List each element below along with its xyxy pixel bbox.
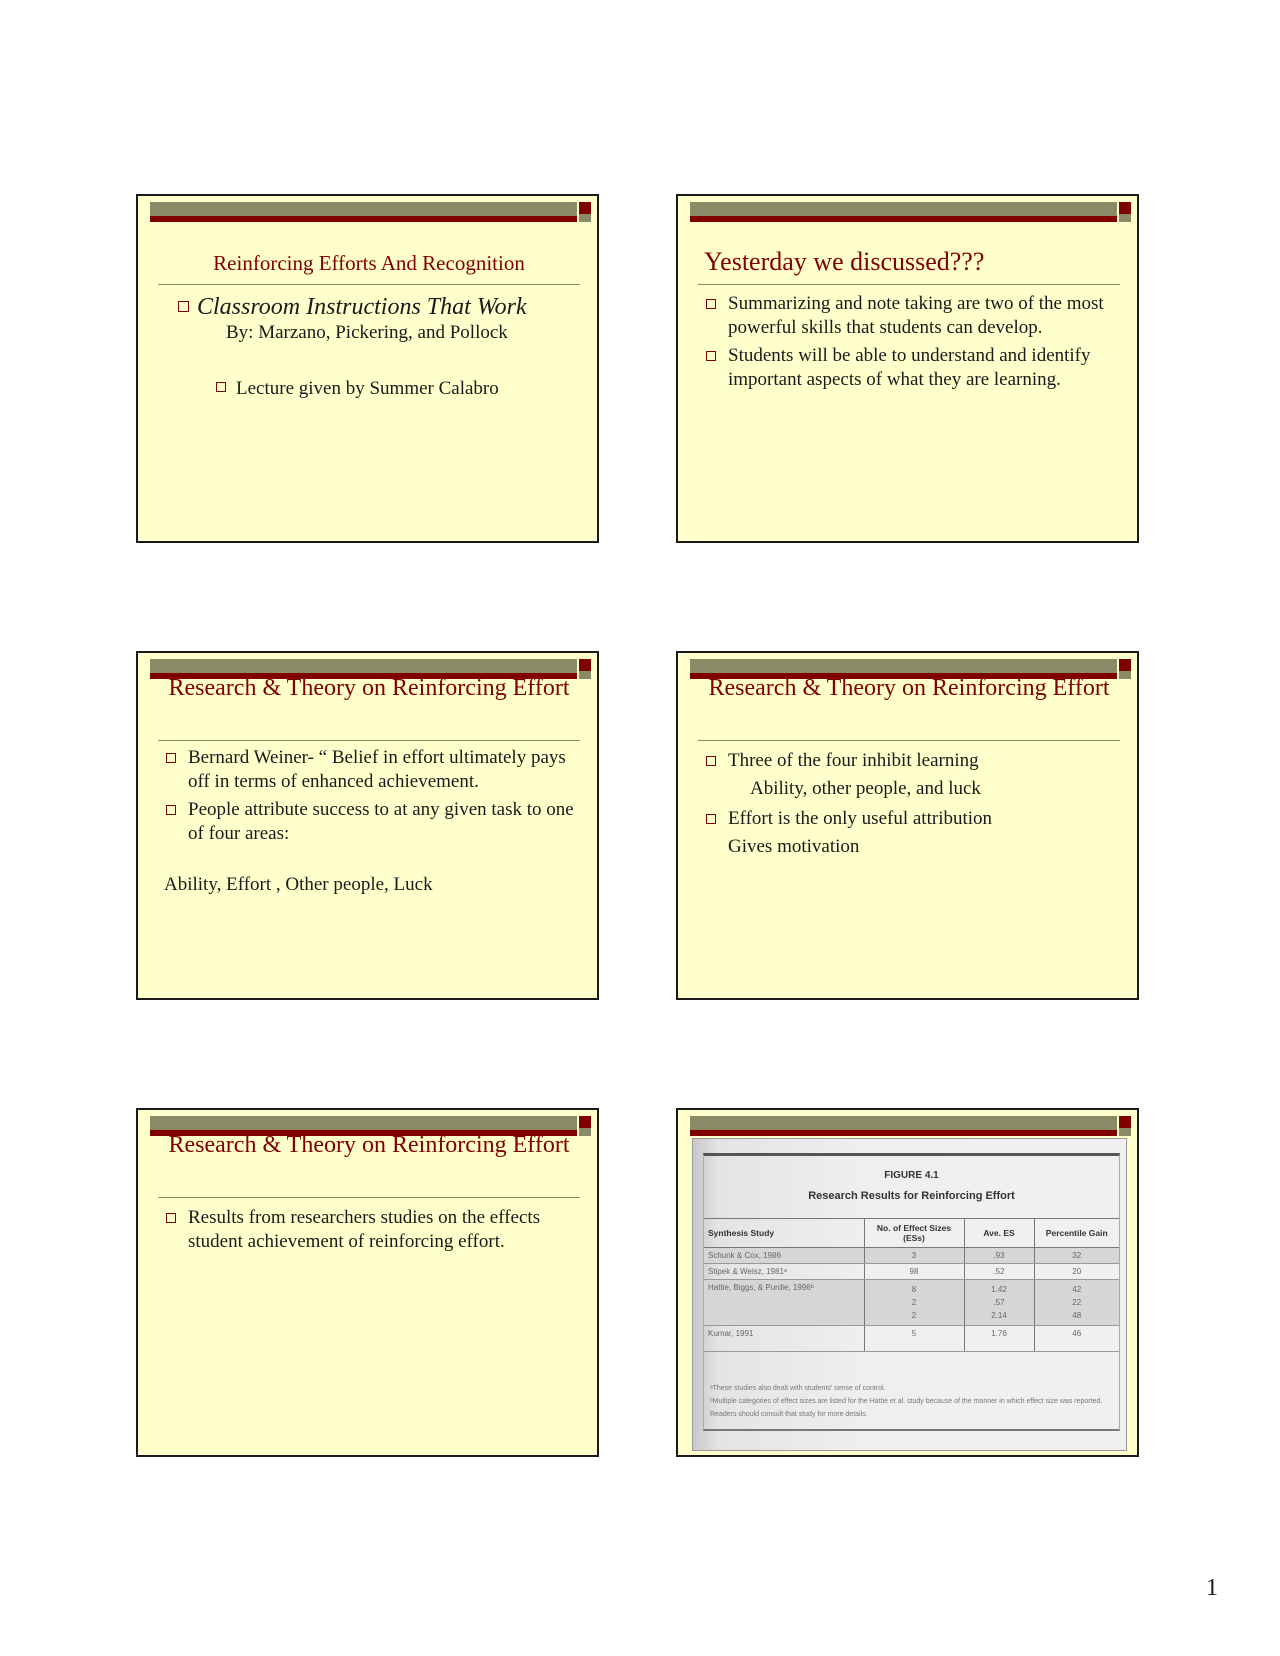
slide-header-corner (579, 1116, 591, 1136)
table-row: Hattie, Biggs, & Purdie, 1996ᵇ 8 2 2 1.42 .57 2.14 42 22 48 (704, 1280, 1119, 1326)
figure-title: Research Results for Reinforcing Effort (808, 1190, 1015, 1202)
title-rule (158, 740, 580, 741)
title-rule (158, 284, 580, 285)
slide-4 (676, 651, 1139, 1000)
slide-title: Research & Theory on Reinforcing Effort (168, 1132, 570, 1158)
bullet-item: Students will be able to understand and identify important aspects of what they are learning. (706, 344, 1117, 392)
bullet-square-icon (166, 805, 176, 815)
bullet-square-icon (706, 351, 716, 361)
slide-header-corner (579, 659, 591, 679)
bullet-list (706, 749, 1117, 859)
slide-header-corner (1119, 1116, 1131, 1136)
bullet-item: Effort is the only useful attribution (706, 807, 1117, 831)
figure-scan (692, 1138, 1127, 1451)
bullet-square-icon (166, 1213, 176, 1223)
bullet-square-icon (178, 301, 189, 312)
slide-title: Reinforcing Efforts And Recognition (213, 251, 525, 275)
table-header-row (704, 1219, 1119, 1248)
bullet-item: Summarizing and note taking are two of the most powerful skills that students can develop. (706, 292, 1117, 340)
slide-header-bar (690, 202, 1117, 222)
bullet-item: Results from researchers studies on the effects student achievement of reinforcing effort. (166, 1206, 577, 1254)
figure-notes: ᵃThese studies also dealt with students' sense of control. ᵇMultiple categories of effect sizes are listed for the Hattie et al. study because of the manner in which effect size was reported. Readers should consult that study for more details. (710, 1385, 1103, 1418)
results-table (704, 1218, 1119, 1352)
bullet-item: People attribute success to at any given task to one of four areas: (166, 798, 577, 846)
bullet-list (166, 746, 577, 850)
figure-frame (703, 1153, 1120, 1431)
bullet-list (706, 292, 1117, 396)
page-number: 1 (1206, 1575, 1218, 1601)
attribution-areas: Ability, Effort , Other people, Luck (164, 874, 433, 895)
lecturer-text: Lecture given by Summer Calabro (236, 378, 499, 399)
col-header: Ave. ES (964, 1219, 1034, 1248)
bullet-square-icon (706, 756, 716, 766)
table-row: Schunk & Cox, 1986 3 .93 32 (704, 1248, 1119, 1264)
bullet-list (166, 1206, 577, 1258)
bullet-square-icon (166, 753, 176, 763)
slide-title: Research & Theory on Reinforcing Effort (168, 675, 570, 701)
title-rule (698, 284, 1120, 285)
lecturer-bullet (216, 376, 499, 402)
sub-item: Gives motivation (728, 836, 860, 857)
col-header: Percentile Gain (1034, 1219, 1119, 1248)
slide-3 (136, 651, 599, 1000)
figure-number: FIGURE 4.1 (884, 1170, 939, 1181)
title-rule (698, 740, 1120, 741)
bullet-square-icon (706, 299, 716, 309)
col-header: No. of Effect Sizes (ESs) (864, 1219, 964, 1248)
col-header: Synthesis Study (704, 1219, 864, 1248)
slide-header-bar (150, 202, 577, 222)
slide-6 (676, 1108, 1139, 1457)
table-row: Kumar, 1991 5 1.76 46 (704, 1326, 1119, 1352)
slide-2 (676, 194, 1139, 543)
table-row: Stipek & Weisz, 1981ᵃ 98 .52 20 (704, 1264, 1119, 1280)
authors-line: By: Marzano, Pickering, and Pollock (226, 322, 508, 343)
slide-title: Research & Theory on Reinforcing Effort (708, 675, 1110, 701)
bullet-item: Bernard Weiner- “ Belief in effort ultimately pays off in terms of enhanced achievement. (166, 746, 577, 794)
bullet-square-icon (706, 814, 716, 824)
bullet-item: Three of the four inhibit learning (706, 749, 1117, 773)
slide-header-bar (690, 1116, 1117, 1136)
slide-header-corner (1119, 659, 1131, 679)
slide-title: Yesterday we discussed??? (704, 247, 985, 276)
sub-item: Ability, other people, and luck (750, 778, 981, 799)
bullet-square-icon (216, 382, 226, 392)
book-title: Classroom Instructions That Work (197, 294, 527, 320)
slide-header-corner (579, 202, 591, 222)
slide-header-corner (1119, 202, 1131, 222)
slide-5 (136, 1108, 599, 1457)
book-title-bullet (178, 292, 578, 322)
slide-1 (136, 194, 599, 543)
title-rule (158, 1197, 580, 1198)
